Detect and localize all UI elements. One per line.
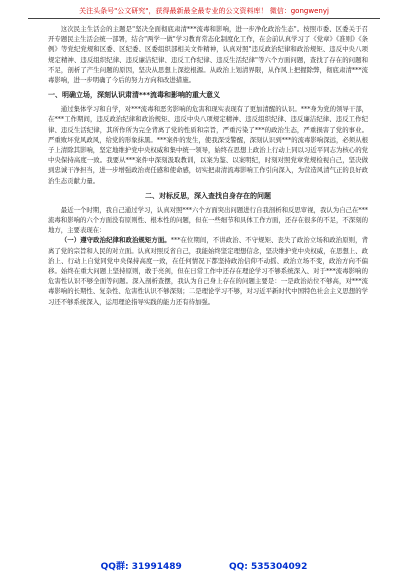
section-1-paragraph: 通过集体学习和自学，对***流毒和恶劣影响的危害和现实表现有了更加清醒的认识。***身为党的领导干部，在***工作期间，违反政治纪律和政治规矩、违反中央八项规定精神、违反组织纪律、违反廉洁纪律、违反工作纪律、违反生活纪律，其所作所为完全背离了党的性质和宗旨，严重污染了***的政治生态，严重损害了党的事业。严重败坏党风政风，给党的形象抹黑。***案件的发生，使我深受警醒，深刻认识到***的流毒影响深远，必须从根子上清除其影响，坚定地维护党中央权威和集中统一领导，始终在思想上政治上行动上同以习近平同志为核心的党中央保持高度一致。我要从***案件中深刻汲取教训，以案为鉴、以案明纪，时刻对照党章党规检视自己，坚决做到忠诚干净担当，进一步增强政治责任感和使命感，切实把肃清流毒影响工作引向深入，为营造风清气正的良好政治生态贡献力量。 (48, 105, 368, 185)
section-2-intro: 最近一个时期，我自己通过学习，认真对照***六个方面突出问题进行自我剖析和反思审视，我认为自己在***流毒和影响的六个方面没有原则性、根本性的问题，但在一些细节和具体工作方面，还存在很多的不足，不深刻的地方，主要表现在： (48, 205, 368, 235)
subsection-heading-1: （一）遵守政治纪律和政治规矩方面。 (60, 236, 171, 245)
intro-paragraph: 这次民主生活会的主题是"坚决全面彻底肃清***流毒和影响，进一步净化政治生态"。按照市委、区委关于召开专题民主生活会统一部署，结合"两学一做"学习教育常态化制度化工作，在会前认真学习了《党章》《准则》《条例》等党纪党规和区委、区纪委、区委组织部相关文件精神，认真对照"违反政治纪律和政治规矩、违反中央八项规定精神、违反组织纪律、违反廉洁纪律、违反工作纪律、违反生活纪律"等六个方面问题，查找了存在的问题和不足，剖析了产生问题的原因，坚决从思想上深挖根源。从政治上划清界限，从作风上把握除弊，彻底肃清***流毒影响，进一步明确了今后的努力方向和改进措施。 (48, 25, 368, 85)
subsection-1-paragraph (48, 235, 368, 306)
footer-contact (0, 559, 408, 572)
document-body (48, 24, 368, 307)
section-heading-1: 一、明确立场，深刻认识肃清***流毒和影响的重大意义 (48, 91, 220, 100)
qq-group: QQ群: 31991489 (100, 562, 182, 572)
header-divider (28, 18, 380, 19)
section-heading-2: 二、对标反思，深入查找自身存在的问题 (145, 191, 271, 200)
watermark-banner: 关注头条号"公文研究"，获得最新最全最专业的公文资料库！ 微信：gongwenyj (79, 7, 329, 15)
subsection-1-text: ***在位期间，不讲政治、不守规矩、丧失了政治立场和政治原则，背离了党的宗旨和人民的对立面。认真对照反省自己，我能始终坚定理想信念，坚决维护党中央权威，在思想上、政治上、行动上自觉同党中央保持高度一致，在任何情况下都坚持政治信仰不动摇、政治立场不变，政治方向不偏移。始终在重大问题上坚持原则，敢于亮剑，但在日常工作中还存在理论学习不够系统深入、对于***流毒影响的危害性认识不够全面等问题。深入剖析查摆，我认为自己身上存在的问题主要是：一是政治站位不够高，对***流毒影响的长期性、复杂性、危害性认识不够深刻；二是理论学习不够，对习近平新时代中国特色社会主义思想的学习还不够系统深入，运用理论指导实践的能力还有待加强。 (48, 236, 369, 306)
qq-number: QQ: 535304092 (228, 562, 308, 572)
